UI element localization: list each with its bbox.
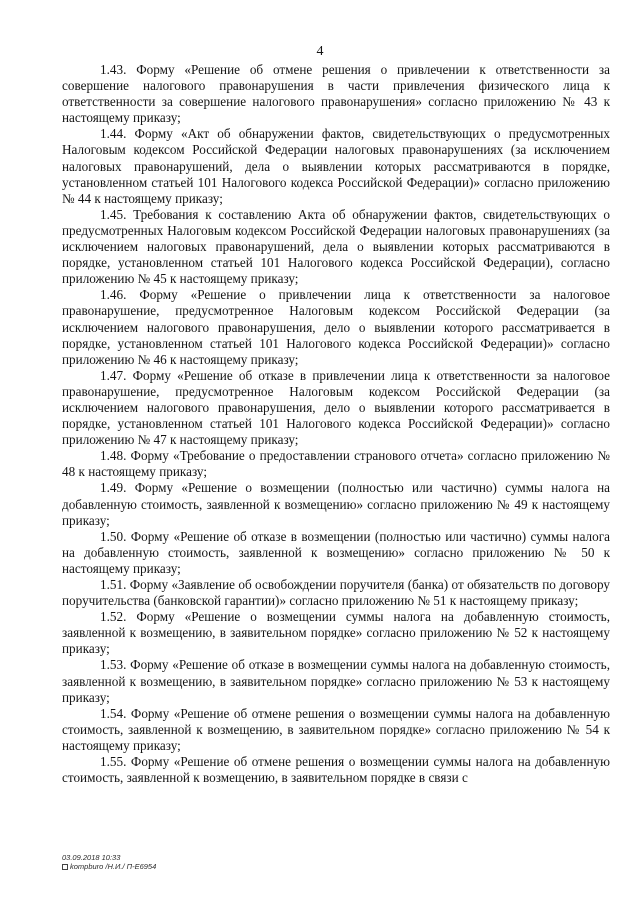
paragraph-1-54: 1.54. Форму «Решение об отмене решения о возмещении суммы налога на добавленную стоимость, заявленной к возмещению, в заявительном порядке» согласно приложению № 54 к настоящему приказу;: [62, 705, 610, 753]
page-number: 4: [316, 44, 324, 59]
document-body: [62, 62, 610, 786]
paragraph-1-43: 1.43. Форму «Решение об отмене решения о привлечении к ответственности за совершение налогового правонарушения в части привлечения физического лица к ответственности за совершение налогового правонарушения» согласно приложению № 43 к настоящему приказу;: [62, 62, 610, 126]
paragraph-1-55: 1.55. Форму «Решение об отмене решения о возмещении суммы налога на добавленную стоимость, заявленной к возмещению, в заявительном порядке в связи с: [62, 754, 610, 786]
paragraph-1-53: 1.53. Форму «Решение об отказе в возмещении суммы налога на добавленную стоимость, заявленной к возмещению, в заявительном порядке» согласно приложению № 53 к настоящему приказу;: [62, 657, 610, 705]
paragraph-1-46: 1.46. Форму «Решение о привлечении лица к ответственности за налоговое правонарушение, предусмотренное Налоговым кодексом Российской Федерации (за исключением налогового правонарушения, дело о выявлении которого рассматривается в порядке, установленном статьей 101 Налогового кодекса Российской Федерации)» согласно приложению № 46 к настоящему приказу;: [62, 287, 610, 367]
footer-file-line: [62, 862, 156, 871]
file-icon: [62, 864, 68, 870]
paragraph-1-52: 1.52. Форму «Решение о возмещении суммы налога на добавленную стоимость, заявленной к возмещению, в заявительном порядке» согласно приложению № 52 к настоящему приказу;: [62, 609, 610, 657]
paragraph-1-45: 1.45. Требования к составлению Акта об обнаружении фактов, свидетельствующих о предусмотренных Налоговым кодексом Российской Федерации налоговых правонарушениях (за исключением налоговых правонарушений, дела о выявлении которых рассматриваются в порядке, установленном статьей 101 Налогового кодекса Российской Федерации), согласно приложению № 45 к настоящему приказу;: [62, 206, 610, 287]
paragraph-1-47: 1.47. Форму «Решение об отказе в привлечении лица к ответственности за налоговое правонарушение, предусмотренное Налоговым кодексом Российской Федерации (за исключением налогового правонарушения, дело о выявлении которого рассматривается в порядке, установленном статьей 101 Налогового кодекса Российской Федерации)» согласно приложению № 47 к настоящему приказу;: [62, 367, 610, 448]
paragraph-1-44: 1.44. Форму «Акт об обнаружении фактов, свидетельствующих о предусмотренных Налоговым кодексом Российской Федерации налоговых правонарушениях (за исключением налоговых правонарушений, дела о выявлении которых рассматриваются в порядке, установленном статьей 101 Налогового кодекса Российской Федерации)» согласно приложению № 44 к настоящему приказу;: [62, 126, 610, 206]
document-footer: [62, 853, 156, 871]
paragraph-1-50: 1.50. Форму «Решение об отказе в возмещении (полностью или частично) суммы налога на добавленную стоимость, заявленной к возмещению» согласно приложению № 50 к настоящему приказу;: [62, 528, 610, 576]
footer-timestamp: 03.09.2018 10:33: [62, 853, 121, 862]
paragraph-1-48: 1.48. Форму «Требование о предоставлении странового отчета» согласно приложению № 48 к настоящему приказу;: [62, 448, 610, 480]
paragraph-1-51: 1.51. Форму «Заявление об освобождении поручителя (банка) от обязательств по договору поручительства (банковской гарантии)» согласно приложению № 51 к настоящему приказу;: [62, 577, 610, 609]
footer-file-ref: kompburo /Н.И./ П-Е6954: [70, 862, 157, 871]
paragraph-1-49: 1.49. Форму «Решение о возмещении (полностью или частично) суммы налога на добавленную стоимость, заявленной к возмещению» согласно приложению № 49 к настоящему приказу;: [62, 480, 610, 528]
